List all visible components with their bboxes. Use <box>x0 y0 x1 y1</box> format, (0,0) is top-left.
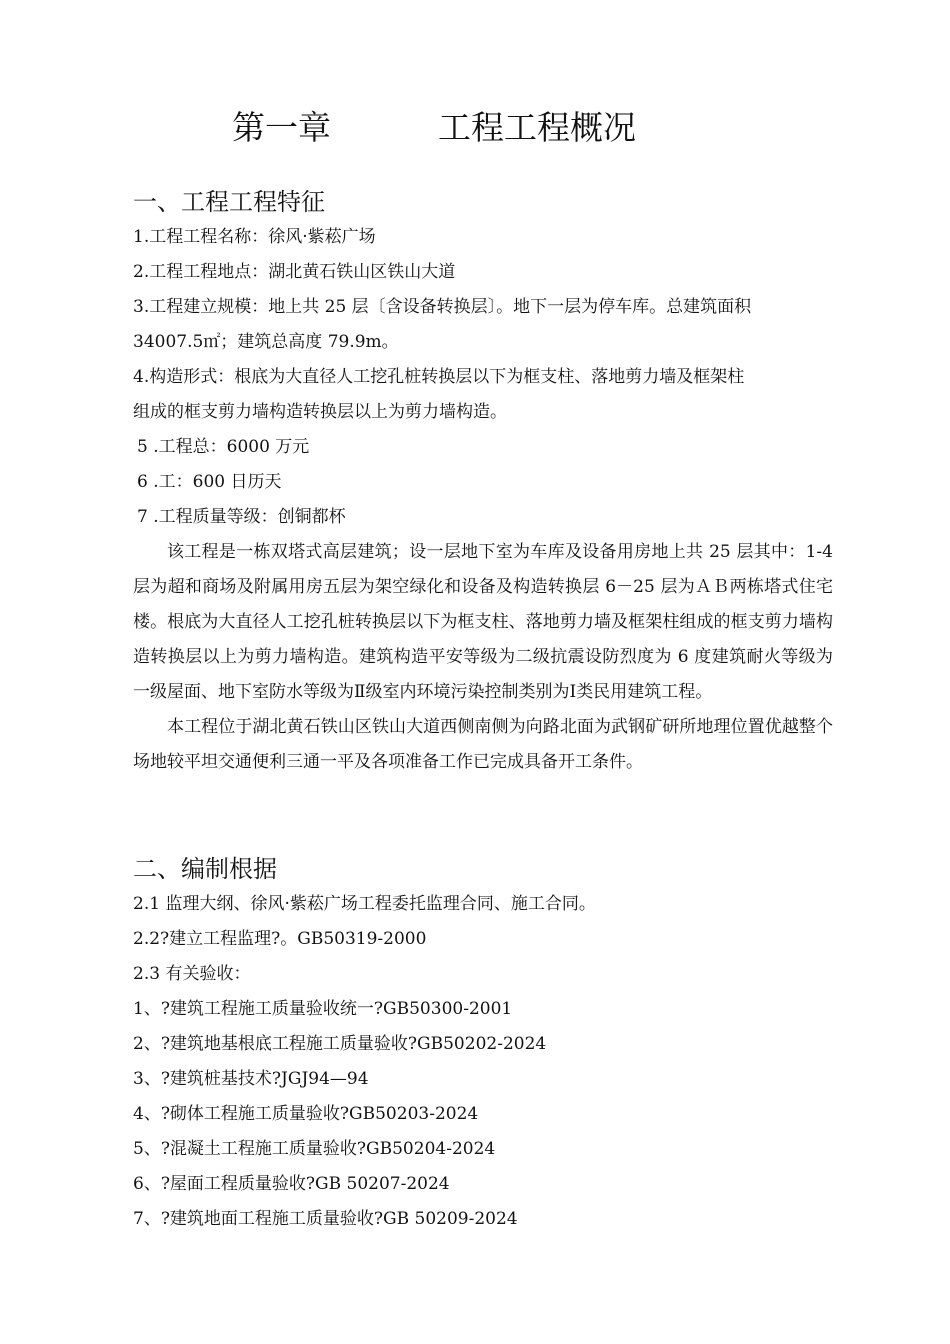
section-basis <box>133 851 833 1237</box>
section-heading: 二、编制根据 <box>133 855 277 883</box>
section-project-features <box>133 184 833 780</box>
list-item: 4、?砌体工程施工质量验收?GB50203-2024 <box>133 1104 479 1124</box>
list-item: 组成的框支剪力墙构造转换层以上为剪力墙构造。 <box>133 402 507 422</box>
list-item: 1、?建筑工程施工质量验收统一?GB50300-2001 <box>133 999 513 1019</box>
paragraph-overview: 该工程是一栋双塔式高层建筑；设一层地下室为车库及设备用房地上共 25 层其中：1-4 层为超和商场及附属用房五层为架空绿化和设备及构造转换层 6－25 层为ＡＢ两栋塔式住宅楼。根底为大直径人工挖孔桩转换层以下为框支柱、落地剪力墙及框架柱组成的框支剪力墙构造转换层以上为剪力墙构造。建筑构造平安等级为二级抗震设防烈度为 6 度建筑耐火等级为一级屋面、地下室防水等级为Ⅱ级室内环境污染控制类别为Ⅰ类民用建筑工程。 <box>133 542 833 702</box>
list-item: 3、?建筑桩基技术?JGJ94—94 <box>133 1069 369 1089</box>
list-item: 2.3 有关验收： <box>133 964 251 984</box>
list-item: 2、?建筑地基根底工程施工质量验收?GB50202-2024 <box>133 1034 547 1054</box>
list-item: 7、?建筑地面工程施工质量验收?GB 50209-2024 <box>133 1209 518 1229</box>
list-item: 7 .工程质量等级：创铜都杯 <box>137 507 346 527</box>
paragraph-location: 本工程位于湖北黄石铁山区铁山大道西侧南侧为向路北面为武钢矿研所地理位置优越整个场地较平坦交通便利三通一平及各项准备工作已完成具备开工条件。 <box>133 717 833 772</box>
list-item: 2.工程工程地点：湖北黄石铁山区铁山大道 <box>133 262 456 282</box>
list-item: 34007.5㎡；建筑总高度 79.9m。 <box>133 332 399 352</box>
list-item: 2.1 监理大纲、徐风·紫菘广场工程委托监理合同、施工合同。 <box>133 894 596 914</box>
list-item: 3.工程建立规模：地上共 25 层〔含设备转换层〕。地下一层为停车库。总建筑面积 <box>133 297 752 317</box>
list-item: 4.构造形式：根底为大直径人工挖孔桩转换层以下为框支柱、落地剪力墙及框架柱 <box>133 367 745 387</box>
chapter-number: 第一章 <box>232 108 331 147</box>
list-item: 5、?混凝土工程施工质量验收?GB50204-2024 <box>133 1139 496 1159</box>
list-item: 6 .工：600 日历天 <box>137 472 282 492</box>
list-item: 1.工程工程名称：徐风·紫菘广场 <box>133 227 376 247</box>
section-heading: 一、工程工程特征 <box>133 188 325 216</box>
list-item: 5 .工程总：6000 万元 <box>137 437 310 457</box>
list-item: 2.2?建立工程监理?。GB50319-2000 <box>133 929 427 949</box>
list-item: 6、?屋面工程质量验收?GB 50207-2024 <box>133 1174 450 1194</box>
chapter-name: 工程工程概况 <box>438 108 636 147</box>
